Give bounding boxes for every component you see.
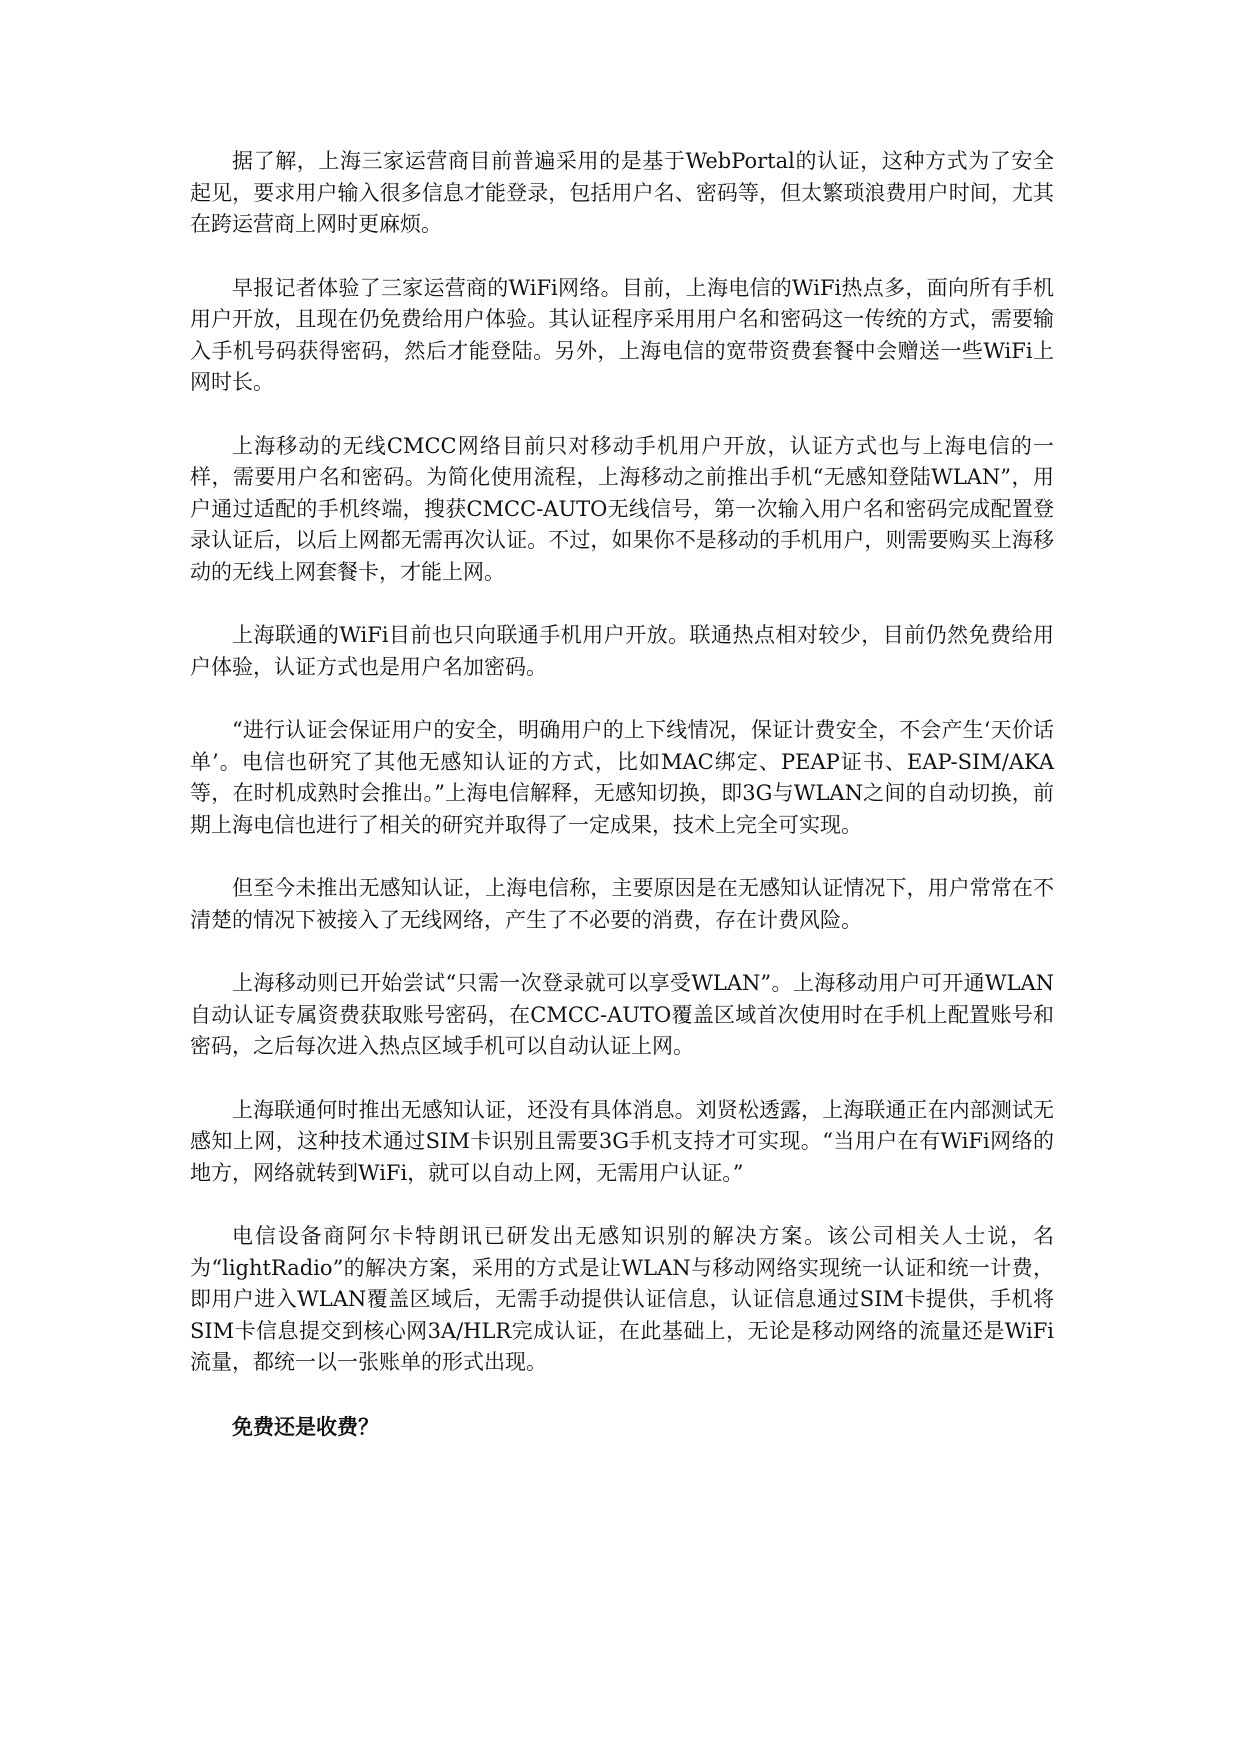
paragraph-alcatel-lightradio: 电信设备商阿尔卡特朗讯已研发出无感知识别的解决方案。该公司相关人士说，名为“lightRadio”的解决方案，采用的方式是让WLAN与移动网络实现统一认证和统一计费，即用户进入WLAN覆盖区域后，无需手动提供认证信息，认证信息通过SIM卡提供，手机将SIM卡信息提交到核心网3A/HLR完成认证，在此基础上，无论是移动网络的流量还是WiFi流量，都统一以一张账单的形式出现。 <box>190 1224 1054 1374</box>
paragraph-unicom-testing: 上海联通何时推出无感知认证，还没有具体消息。刘贤松透露，上海联通正在内部测试无感知上网，这种技术通过SIM卡识别且需要3G手机支持才可实现。“当用户在有WiFi网络的地方，网络就转到WiFi，就可以自动上网，无需用户认证。” <box>190 1097 1054 1185</box>
section-heading: 免费还是收费？ <box>232 1413 379 1439</box>
document-page <box>190 146 1054 1442</box>
paragraph-telecom-wifi: 早报记者体验了三家运营商的WiFi网络。目前，上海电信的WiFi热点多，面向所有手机用户开放，且现在仍免费给用户体验。其认证程序采用用户名和密码这一传统的方式，需要输入手机号码获得密码，然后才能登陆。另外，上海电信的宽带资费套餐中会赠送一些WiFi上网时长。 <box>190 275 1054 394</box>
paragraph-mobile-cmcc: 上海移动的无线CMCC网络目前只对移动手机用户开放，认证方式也与上海电信的一样，需要用户名和密码。为简化使用流程，上海移动之前推出手机“无感知登陆WLAN”，用户通过适配的手机终端，搜获CMCC-AUTO无线信号，第一次输入用户名和密码完成配置登录认证后，以后上网都无需再次认证。不过，如果你不是移动的手机用户，则需要购买上海移动的无线上网套餐卡，才能上网。 <box>190 433 1054 584</box>
paragraph-telecom-quote: “进行认证会保证用户的安全，明确用户的上下线情况，保证计费安全，不会产生‘天价话单’。电信也研究了其他无感知认证的方式，比如MAC绑定、PEAP证书、EAP-SIM/AKA等，在时机成熟时会推出。”上海电信解释，无感知切换，即3G与WLAN之间的自动切换，前期上海电信也进行了相关的研究并取得了一定成果，技术上完全可实现。 <box>190 718 1054 837</box>
paragraph-unicom-wifi: 上海联通的WiFi目前也只向联通手机用户开放。联通热点相对较少，目前仍然免费给用户体验，认证方式也是用户名加密码。 <box>190 623 1054 679</box>
paragraph-mobile-auto-login: 上海移动则已开始尝试“只需一次登录就可以享受WLAN”。上海移动用户可开通WLAN自动认证专属资费获取账号密码，在CMCC-AUTO覆盖区域首次使用时在手机上配置账号和密码，之后每次进入热点区域手机可以自动认证上网。 <box>190 971 1054 1058</box>
paragraph-webportal: 据了解，上海三家运营商目前普遍采用的是基于WebPortal的认证，这种方式为了安全起见，要求用户输入很多信息才能登录，包括用户名、密码等，但太繁琐浪费用户时间，尤其在跨运营商上网时更麻烦。 <box>190 149 1054 236</box>
paragraph-billing-risk: 但至今未推出无感知认证，上海电信称，主要原因是在无感知认证情况下，用户常常在不清楚的情况下被接入了无线网络，产生了不必要的消费，存在计费风险。 <box>190 876 1054 932</box>
